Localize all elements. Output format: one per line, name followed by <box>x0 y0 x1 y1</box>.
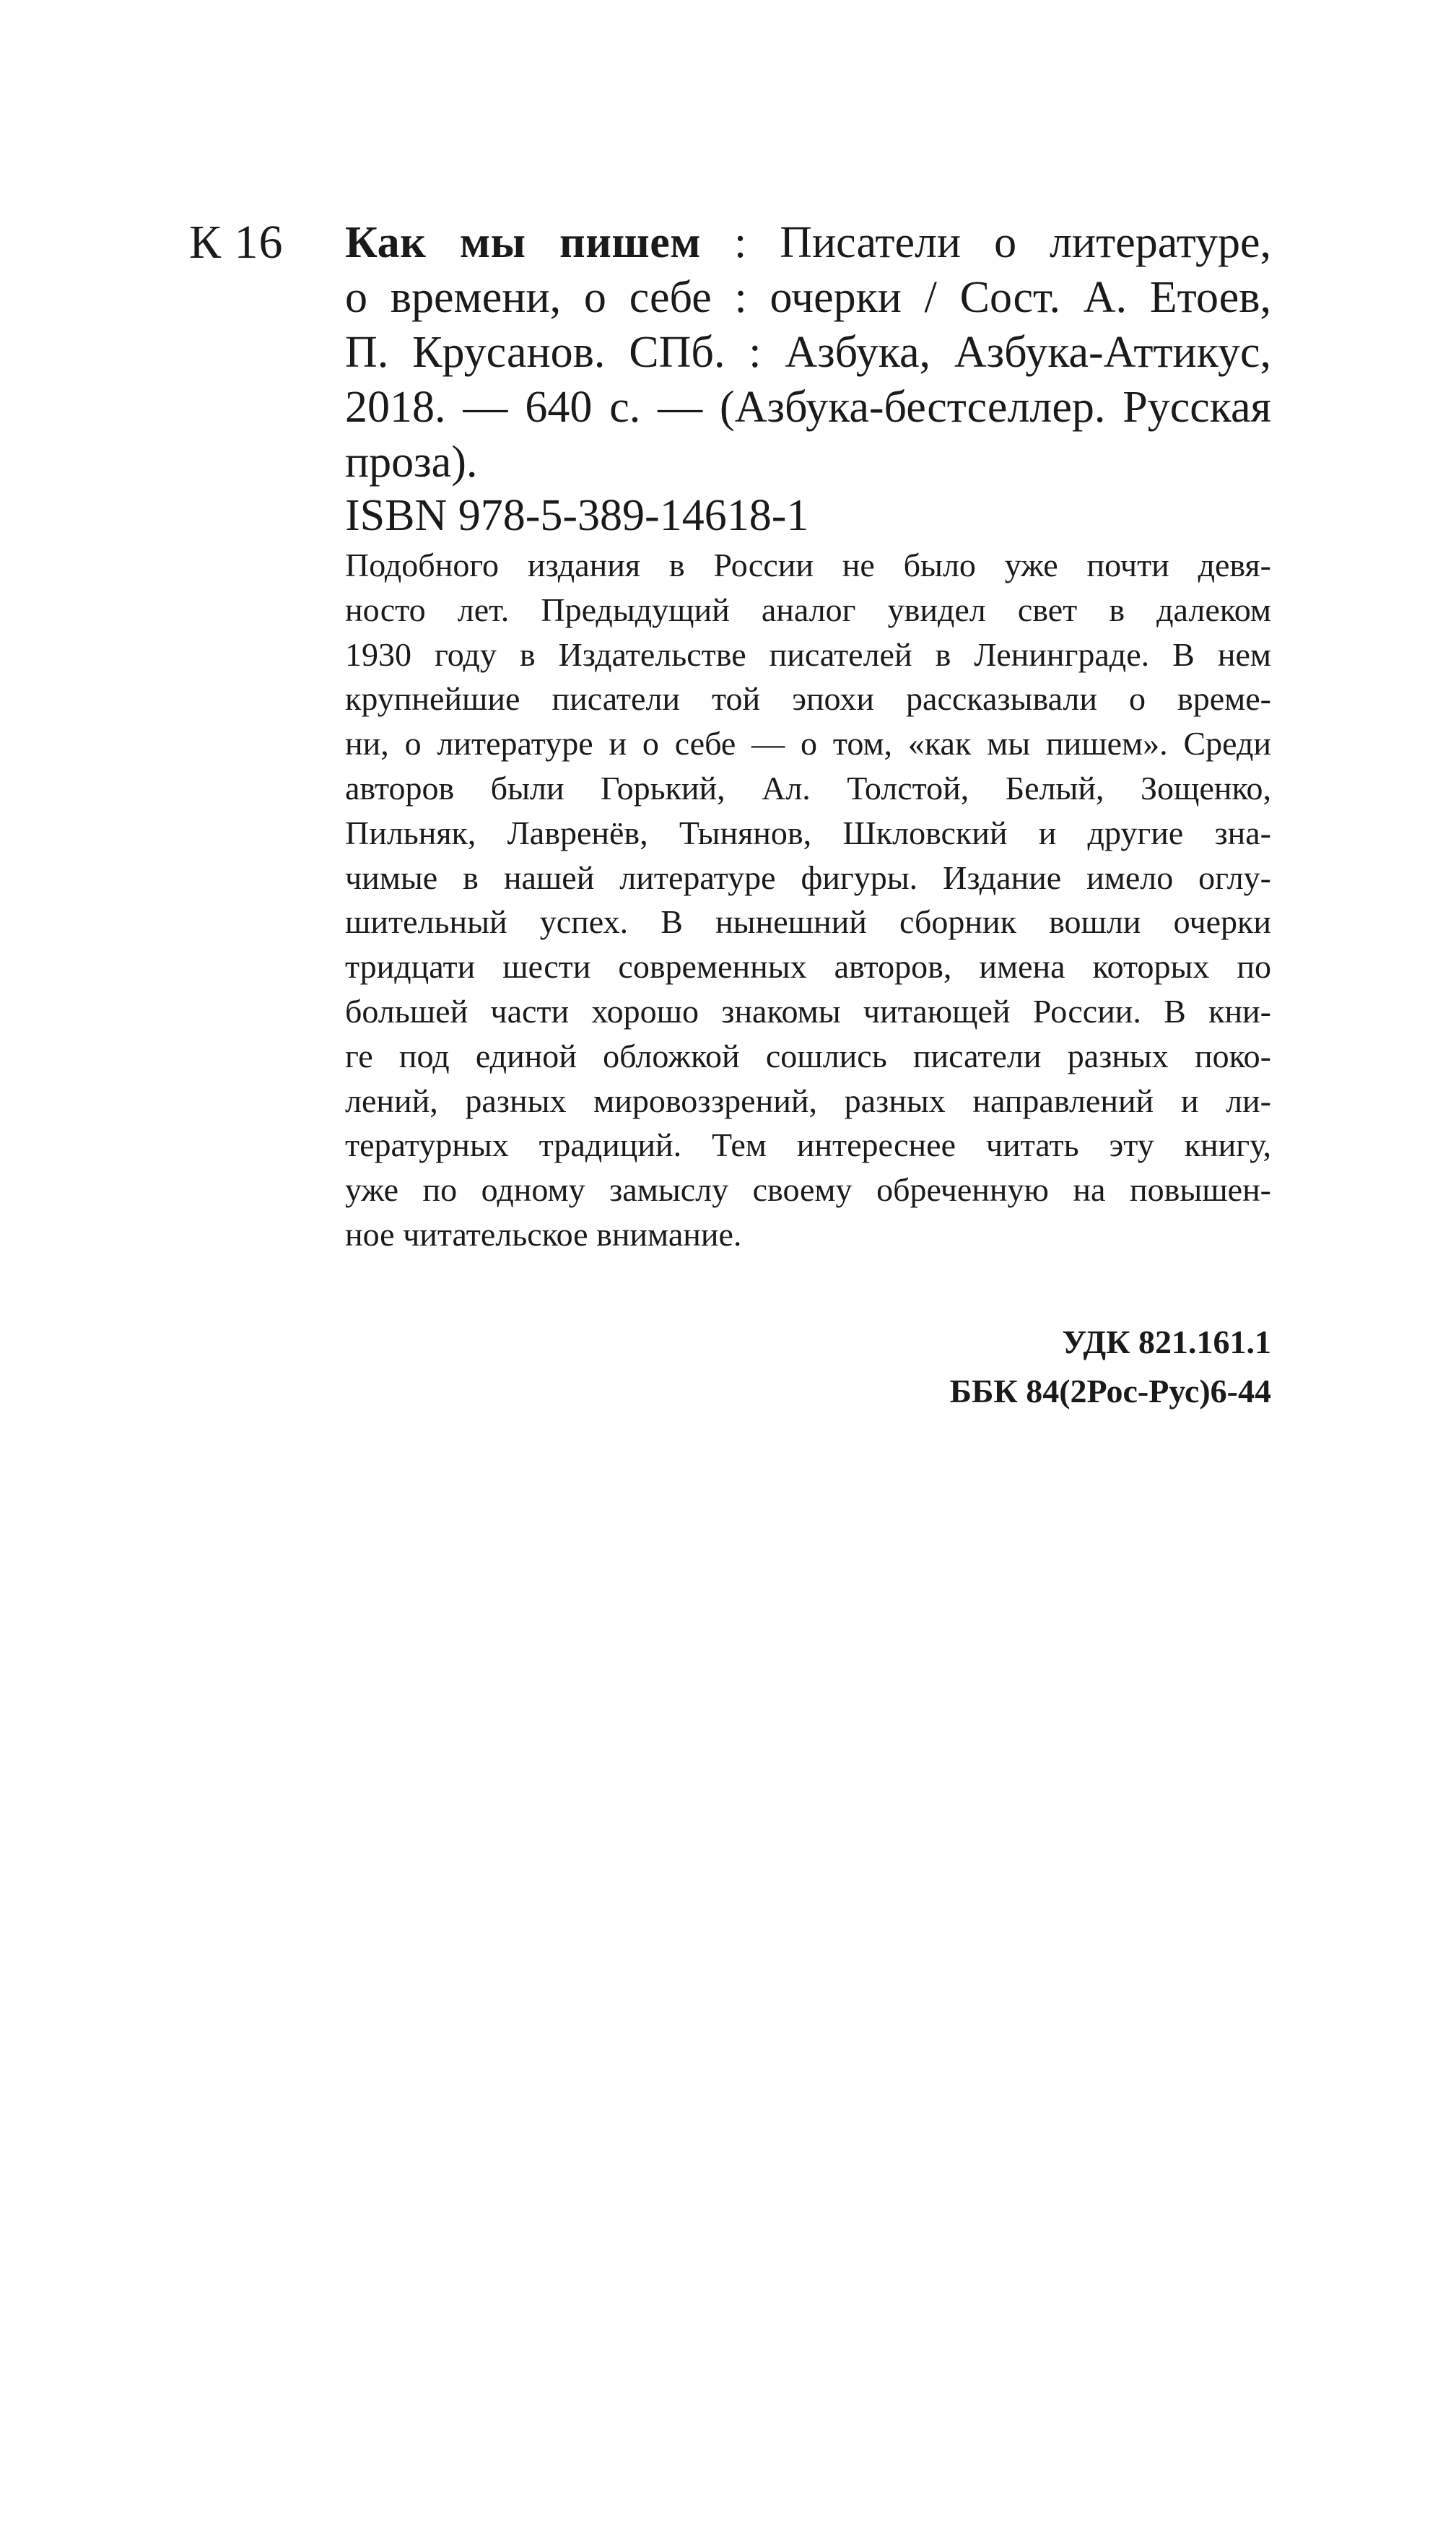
annotation-line: большей части хорошо знакомы читающей России. В кни- <box>345 992 1271 1030</box>
annotation-line: ни, о литературе и о себе — о том, «как мы пишем». Среди <box>345 725 1271 762</box>
entry-first-line <box>345 215 1271 270</box>
classification-codes <box>950 1318 1271 1416</box>
isbn: ISBN 978-5-389-14618-1 <box>345 491 809 540</box>
annotation-line: тридцати шести современных авторов, имена которых по <box>345 948 1271 986</box>
annotation-line: Пильняк, Лавренёв, Тынянов, Шкловский и другие зна- <box>345 814 1271 851</box>
entry-line: П. Крусанов. СПб. : Азбука, Азбука-Аттикус, <box>345 328 1271 377</box>
annotation-line: ге под единой обложкой сошлись писатели разных поко- <box>345 1037 1271 1074</box>
bibliographic-entry <box>345 215 1271 490</box>
bbk-code: ББК 84(2Рос-Рус)6-44 <box>949 1373 1271 1409</box>
book-title: Как мы пишем <box>345 218 702 267</box>
udk-code: УДК 821.161.1 <box>1062 1324 1271 1360</box>
entry-line: проза). <box>345 438 478 487</box>
annotation-line: чимые в нашей литературе фигуры. Издание имело оглу- <box>345 859 1271 896</box>
annotation-line: авторов были Горький, Ал. Толстой, Белый, Зощенко, <box>345 769 1271 807</box>
annotation <box>345 543 1271 1257</box>
annotation-line: крупнейшие писатели той эпохи рассказывали о време- <box>345 680 1271 718</box>
annotation-line: уже по одному замыслу своему обреченную на повышен- <box>345 1171 1271 1209</box>
book-subtitle: : Писатели о литературе, <box>701 218 1271 267</box>
annotation-line: Подобного издания в России не было уже почти девя- <box>345 547 1271 583</box>
entry-line: о времени, о себе : очерки / Сост. А. Етоев, <box>345 273 1271 322</box>
annotation-line: носто лет. Предыдущий аналог увидел свет в далеком <box>345 591 1271 628</box>
annotation-line: тературных традиций. Тем интереснее читать эту книгу, <box>345 1126 1271 1164</box>
annotation-line: 1930 году в Издательстве писателей в Ленинграде. В нем <box>345 635 1271 673</box>
annotation-line: лений, разных мировоззрений, разных направлений и ли- <box>345 1082 1271 1119</box>
annotation-line: шительный успех. В нынешний сборник вошли очерки <box>345 903 1271 941</box>
annotation-line: ное читательское внимание. <box>345 1215 742 1253</box>
catalog-code: К 16 <box>189 216 284 269</box>
entry-line: 2018. — 640 с. — (Азбука-бестселлер. Русская <box>345 383 1271 432</box>
